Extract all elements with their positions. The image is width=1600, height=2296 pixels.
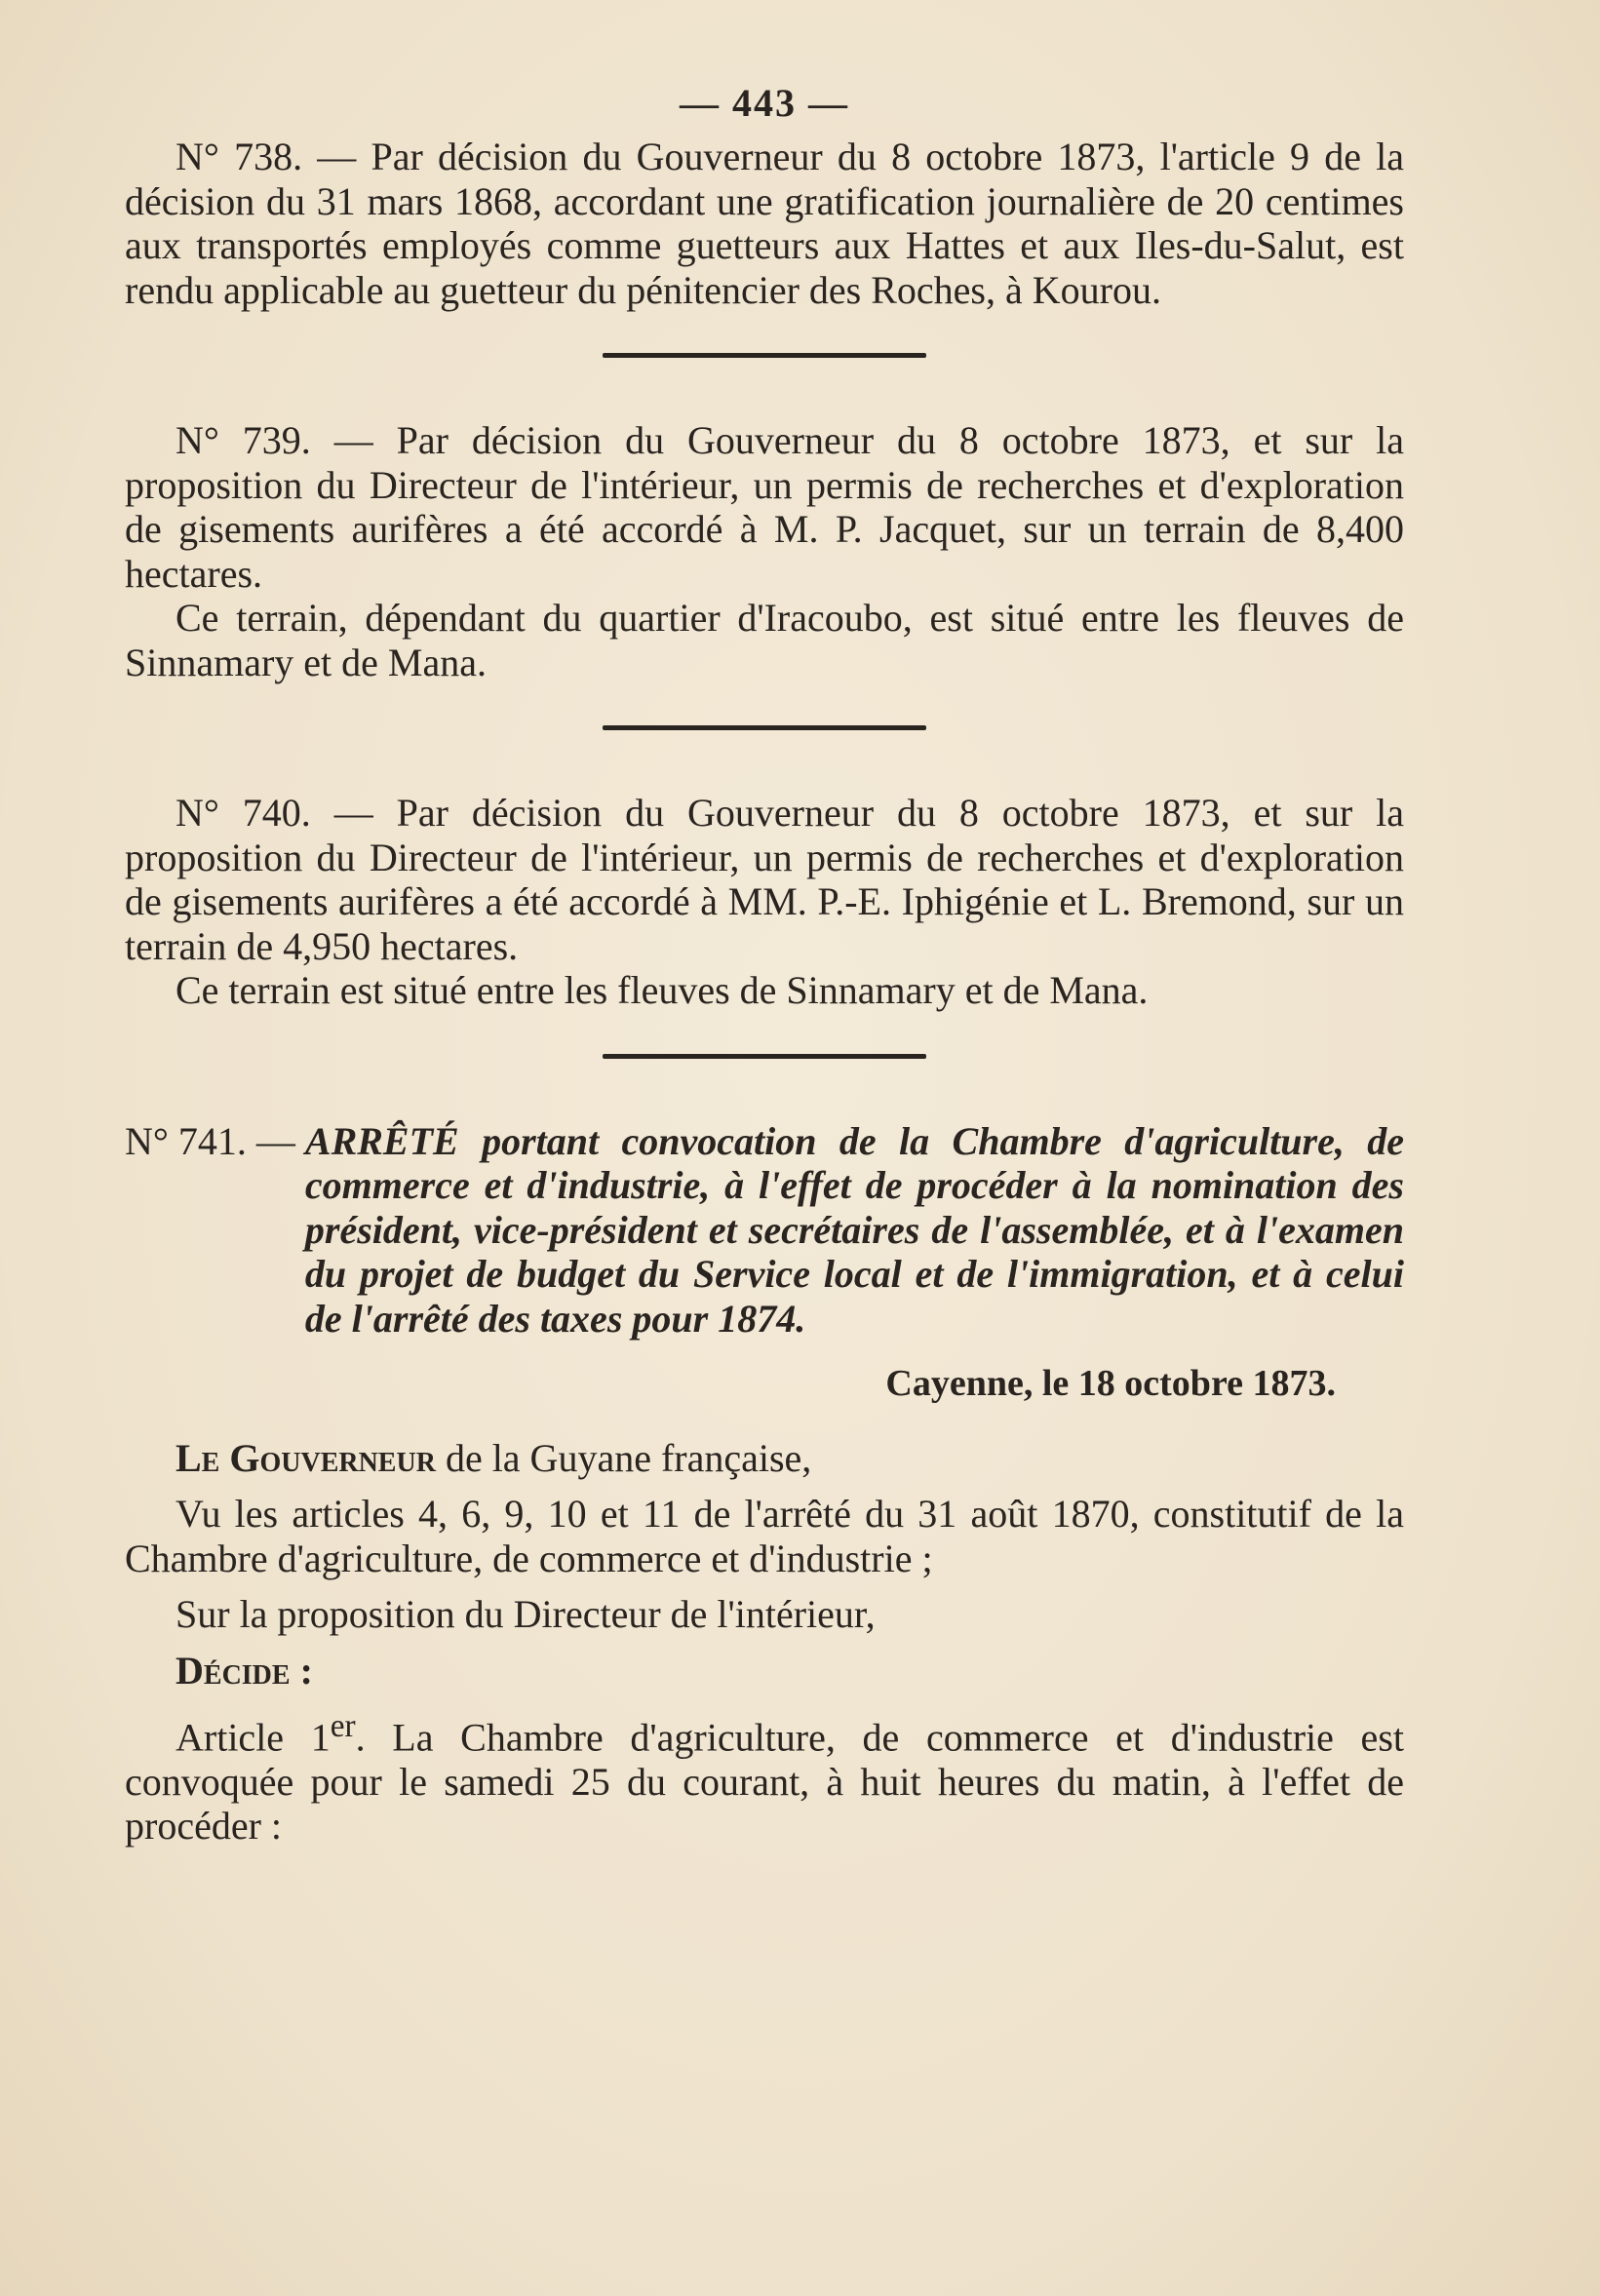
divider-rule: [603, 725, 926, 730]
governor-line: Le Gouverneur de la Guyane française,: [176, 1435, 812, 1480]
entry-number: N° 738.: [176, 135, 303, 178]
entry-number: N° 739.: [176, 418, 311, 462]
decide-heading: Décide :: [176, 1648, 313, 1693]
arrete-title: ARRÊTÉ portant convocation de la Chambre d'agriculture, de commerce et d'industrie, à l'effet de procéder à la nomination des président, vice-président et secrétaires de l'assemblée, et à l'examen du projet de budget du Service local et de l'immigration, et à celui de l'arrêté des taxes pour 1874.: [304, 1118, 1404, 1341]
article-1: Article 1er. La Chambre d'agriculture, de commerce et d'industrie est convoquée pour le samedi 25 du courant, à huit heures du matin, à l'effet de procéder :: [125, 1708, 1404, 1848]
vu-clause: Vu les articles 4, 6, 9, 10 et 11 de l'arrêté du 31 août 1870, constitutif de la Chambre d'agriculture, de commerce et d'industrie ;: [125, 1492, 1404, 1580]
entry-text: N° 738. — Par décision du Gouverneur du 8 octobre 1873, l'article 9 de la décision du 31 mars 1868, accordant une gratification journalière de 20 centimes aux transportés employés comme guetteurs aux Hattes et aux Iles-du-Salut, est rendu applicable au guetteur du pénitencier des Roches, à Kourou.: [125, 135, 1405, 312]
divider-rule: [603, 1054, 926, 1059]
entry-text-continued: Ce terrain, dépendant du quartier d'Iracoubo, est situé entre les fleuves de Sinnamary et de Mana.: [125, 596, 1404, 684]
entry-738: [125, 135, 1404, 312]
arrete-741: [125, 1119, 1404, 1848]
proposition-clause: Sur la proposition du Directeur de l'intérieur,: [176, 1592, 876, 1636]
entry-number: N° 741. —: [125, 1118, 305, 1163]
page-content: [125, 76, 1404, 1848]
divider-rule: [603, 353, 926, 358]
entry-text-continued: Ce terrain est situé entre les fleuves de Sinnamary et de Mana.: [176, 968, 1149, 1012]
arrete-date: Cayenne, le 18 octobre 1873.: [885, 1363, 1336, 1404]
entry-740: [125, 791, 1404, 1013]
entry-text: N° 740. — Par décision du Gouverneur du 8 octobre 1873, et sur la proposition du Directeur de l'intérieur, un permis de recherches et d'exploration de gisements aurifères a été accordé à MM. P.-E. Iphigénie et L. Bremond, sur un terrain de 4,950 hectares.: [125, 791, 1405, 968]
page-number: — 443 —: [680, 81, 849, 125]
entry-text: N° 739. — Par décision du Gouverneur du 8 octobre 1873, et sur la proposition du Directeur de l'intérieur, un permis de recherches et d'exploration de gisements aurifères a été accordé à M. P. Jacquet, sur un terrain de 8,400 hectares.: [125, 418, 1405, 596]
arrete-heading: [125, 1119, 1404, 1342]
entry-number: N° 740.: [176, 791, 311, 835]
entry-739: [125, 418, 1404, 684]
